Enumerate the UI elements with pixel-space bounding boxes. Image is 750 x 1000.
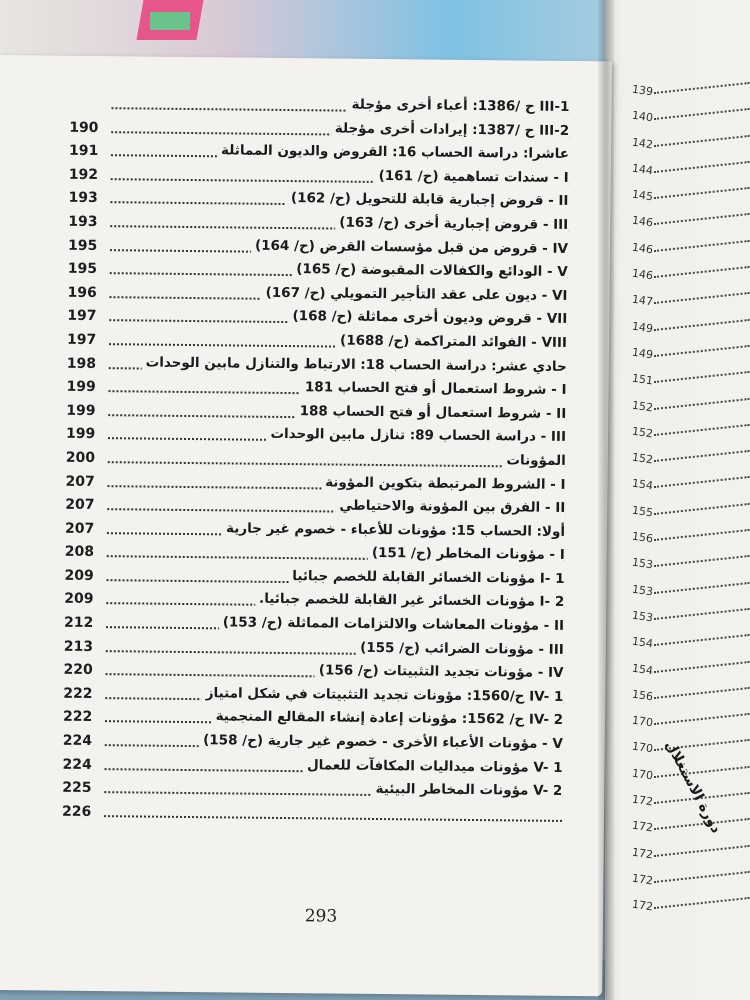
right-page-number: 152 <box>631 450 654 467</box>
toc-page-number: 193 <box>68 190 98 207</box>
right-page-leader-dots <box>654 582 750 594</box>
toc-entry-title: I- 1 مؤونات الخسائر القابلة للخصم جبائيا <box>288 568 564 587</box>
right-page-number: 170 <box>631 766 654 783</box>
background-green-object <box>150 12 190 30</box>
toc-entry-title: II - قروض إجبارية قابلة للتحويل (ح/ 162) <box>287 190 569 209</box>
toc-entry-title: أولا: الحساب 15: مؤونات للأعباء - خصوم غير جارية <box>222 520 565 540</box>
toc-entry-title: III - قروض إجبارية أخرى (ح/ 163) <box>335 214 568 232</box>
right-page-leader-dots <box>654 476 750 488</box>
right-page-number: 149 <box>631 345 654 362</box>
toc-page-number: 193 <box>68 213 98 230</box>
right-page-number: 172 <box>631 818 654 835</box>
right-page-number: 154 <box>631 634 654 651</box>
page-number: 293 <box>304 906 338 927</box>
toc-page-number: 198 <box>66 355 97 372</box>
right-page-row <box>632 578 750 604</box>
right-page-row <box>632 525 750 551</box>
toc-entry-title: III-2 ح /1387: إيرادات أخرى مؤجلة <box>331 120 570 138</box>
right-page-leader-dots <box>654 161 750 173</box>
right-page-row <box>632 78 750 104</box>
right-page-row <box>632 472 750 498</box>
toc-page-number: 213 <box>63 638 94 655</box>
right-page-row <box>632 867 750 893</box>
right-page-leader-dots <box>654 371 750 383</box>
right-page-leader-dots <box>654 634 750 646</box>
toc-page-number: 207 <box>65 496 95 514</box>
toc-entry-title: VIII - الفوائد المتراكمة (ح/ 1688) <box>336 332 567 350</box>
left-page <box>0 55 612 996</box>
toc-entry-title: II - الفرق بين المؤونة والاحتياطي <box>335 498 565 516</box>
toc-page-number: 209 <box>64 591 94 608</box>
right-page-number: 170 <box>631 740 654 756</box>
table-of-contents <box>62 94 570 831</box>
toc-page-number: 207 <box>64 520 95 537</box>
right-page-row <box>632 262 750 288</box>
toc-entry-title: IV- 1 ح/1560: مؤونات تجديد التثبيتات في شكل امتياز <box>202 685 564 705</box>
toc-entry-title: I - شروط استعمال أو فتح الحساب 181 <box>301 379 567 398</box>
right-page-leader-dots <box>654 345 750 357</box>
toc-entry-title: V - مؤونات الأعباء الأخرى - خصوم غير جارية (ح/ 158) <box>199 732 563 752</box>
toc-entry-title: V- 2 مؤونات المخاطر البيئية <box>371 781 562 799</box>
right-page-number: 153 <box>631 582 654 599</box>
right-page-row <box>632 657 750 683</box>
toc-page-number: 224 <box>62 732 93 750</box>
toc-page-number: 192 <box>68 166 99 183</box>
right-page-number: 147 <box>631 292 654 309</box>
toc-page-number: 196 <box>67 284 97 301</box>
right-page-leader-dots <box>654 398 750 410</box>
toc-page-number: 199 <box>66 402 96 419</box>
right-page-row <box>632 209 750 235</box>
right-page-row <box>632 683 750 709</box>
right-page-number: 156 <box>631 529 654 546</box>
toc-page-number: 222 <box>62 709 93 726</box>
toc-entry-title: I - مؤونات المخاطر (ح/ 151) <box>368 545 565 563</box>
right-page-partial-text: دورة الاستغلال <box>661 738 725 836</box>
right-page-row <box>632 104 750 130</box>
toc-entry-title: I - الشروط المرتبطة بتكوين المؤونة <box>321 474 566 493</box>
right-page-row <box>632 420 750 446</box>
toc-entry-title: IV - قروض من قبل مؤسسات القرض (ح/ 164) <box>251 237 568 256</box>
right-page-number: 139 <box>631 82 654 99</box>
toc-entry-title: V- 1 مؤونات ميداليات المكافآت للعمال <box>303 757 563 776</box>
right-page-number: 172 <box>631 845 654 862</box>
right-page-row <box>632 236 750 262</box>
right-page-row <box>632 288 750 314</box>
toc-entry-title: عاشرا: دراسة الحساب 16: القروض والديون المماثلة <box>217 142 569 162</box>
right-page-row <box>632 315 750 341</box>
right-page-number: 146 <box>631 240 654 257</box>
toc-page-number: 209 <box>64 567 94 584</box>
right-page-leader-dots <box>654 661 750 673</box>
right-page-number: 151 <box>631 371 654 388</box>
right-page-row <box>632 814 750 840</box>
toc-entry-title: V - الودائع والكفالات المقبوضة (ح/ 165) <box>292 261 568 280</box>
right-page-number: 152 <box>631 398 654 414</box>
toc-entry-title: المؤونات <box>502 452 565 469</box>
right-page-number: 172 <box>631 792 654 809</box>
right-page-leader-dots <box>654 450 750 462</box>
right-page-number: 153 <box>631 555 654 572</box>
right-page-row <box>632 183 750 209</box>
right-page-leader-dots <box>654 240 750 252</box>
toc-page-number: 200 <box>65 449 96 466</box>
right-page-number: 154 <box>631 477 654 493</box>
right-page-row <box>632 630 750 656</box>
right-page-leader-dots <box>654 135 750 147</box>
toc-leader-dots <box>108 461 566 468</box>
toc-entry-title: III-1 ح /1386: أعباء أخرى مؤجلة <box>347 97 569 115</box>
right-page-row <box>632 551 750 577</box>
right-page-number: 149 <box>631 319 654 336</box>
toc-entry-title: I- 2 مؤونات الخسائر غير القابلة للخصم جبائيا. <box>255 591 564 610</box>
right-page-number: 155 <box>631 503 654 520</box>
right-page-number: 156 <box>631 687 654 704</box>
right-page-row <box>632 367 750 393</box>
right-page-row <box>632 394 750 420</box>
right-page-number: 172 <box>631 897 654 914</box>
right-page-row <box>632 499 750 525</box>
toc-leader-dots <box>104 815 562 822</box>
right-page-leader-dots <box>654 266 750 278</box>
right-page-leader-dots <box>654 713 750 725</box>
right-page-row <box>632 893 750 919</box>
toc-page-number: 191 <box>68 142 99 160</box>
toc-page-number: 197 <box>67 308 97 325</box>
right-page-number: 172 <box>631 871 654 888</box>
toc-page-number: 212 <box>63 614 94 632</box>
book-gutter <box>598 0 614 1000</box>
right-page-number: 153 <box>631 608 654 625</box>
right-page-row <box>632 157 750 183</box>
right-page-row <box>632 841 750 867</box>
right-page-leader-dots <box>654 845 750 857</box>
toc-entry-title: VII - قروض وديون أخرى مماثلة (ح/ 168) <box>288 308 567 327</box>
right-page-number: 146 <box>631 266 654 283</box>
toc-entry-title: VI - ديون على عقد التأجير التمويلي (ح/ 167) <box>262 285 568 304</box>
right-page-leader-dots <box>654 529 750 541</box>
right-page-leader-dots <box>654 503 750 515</box>
right-page-leader-dots <box>654 108 750 120</box>
right-page-number: 145 <box>631 187 654 204</box>
toc-page-number: 224 <box>62 756 92 773</box>
toc-page-number: 220 <box>63 661 93 679</box>
toc-entry-title: IV- 2 ح/ 1562: مؤونات إعادة إنشاء المقالع المنجمية <box>212 709 564 729</box>
toc-page-number: 195 <box>67 237 98 254</box>
toc-page-number: 190 <box>69 119 99 136</box>
toc-page-number: 197 <box>66 331 97 348</box>
right-page-leader-dots <box>654 871 750 883</box>
toc-page-number: 199 <box>65 426 96 443</box>
right-page-number: 146 <box>631 214 654 230</box>
right-page-leader-dots <box>654 213 750 225</box>
right-page-leader-dots <box>654 766 750 778</box>
toc-page-number: 226 <box>61 803 92 820</box>
right-page-row <box>632 131 750 157</box>
right-page-leader-dots <box>654 319 750 331</box>
right-page-leader-dots <box>654 555 750 567</box>
toc-entry-title: II - شروط استعمال أو فتح الحساب 188 <box>296 403 567 422</box>
right-page-leader-dots <box>654 608 750 620</box>
toc-entry-title: I - سندات تساهمية (ح/ 161) <box>375 168 569 186</box>
right-page-leader-dots <box>654 687 750 699</box>
toc-entry-title: IV - مؤونات تجديد التثبيتات (ح/ 156) <box>315 663 564 682</box>
toc-page-number: 208 <box>64 543 95 561</box>
right-page-number: 140 <box>631 108 654 125</box>
toc-entry-title: II - مؤونات المعاشات والالتزامات المماثلة (ح/ 153) <box>219 614 564 634</box>
right-page-row <box>632 709 750 735</box>
right-page-row <box>632 604 750 630</box>
right-page-leader-dots <box>654 187 750 199</box>
right-page-leader-dots <box>654 424 750 436</box>
toc-entry-title: III - دراسة الحساب 89: تنازل مابين الوحدات <box>266 426 566 445</box>
right-page-row <box>632 735 750 761</box>
toc-page-number: 222 <box>63 685 93 702</box>
toc-page-number: 207 <box>65 473 95 490</box>
right-page-number: 152 <box>631 424 654 441</box>
right-page-leader-dots <box>654 292 750 304</box>
right-page-number: 144 <box>631 161 654 178</box>
toc-entry <box>62 802 562 831</box>
toc-page-number: 225 <box>62 779 92 797</box>
right-page-number: 142 <box>631 135 654 151</box>
right-page-row <box>632 341 750 367</box>
right-page-number: 170 <box>631 713 654 730</box>
toc-page-number: 199 <box>66 378 96 396</box>
toc-entry-title: III - مؤونات الضرائب (ح/ 155) <box>356 639 564 657</box>
toc-entry-title: حادي عشر: دراسة الحساب 18: الارتباط والتنازل مابين الوحدات <box>142 354 567 374</box>
right-page-number: 154 <box>631 661 654 677</box>
toc-page-number: 195 <box>67 260 98 278</box>
right-page-row <box>632 446 750 472</box>
right-page-leader-dots <box>654 82 750 94</box>
right-page-leader-dots <box>654 897 750 909</box>
